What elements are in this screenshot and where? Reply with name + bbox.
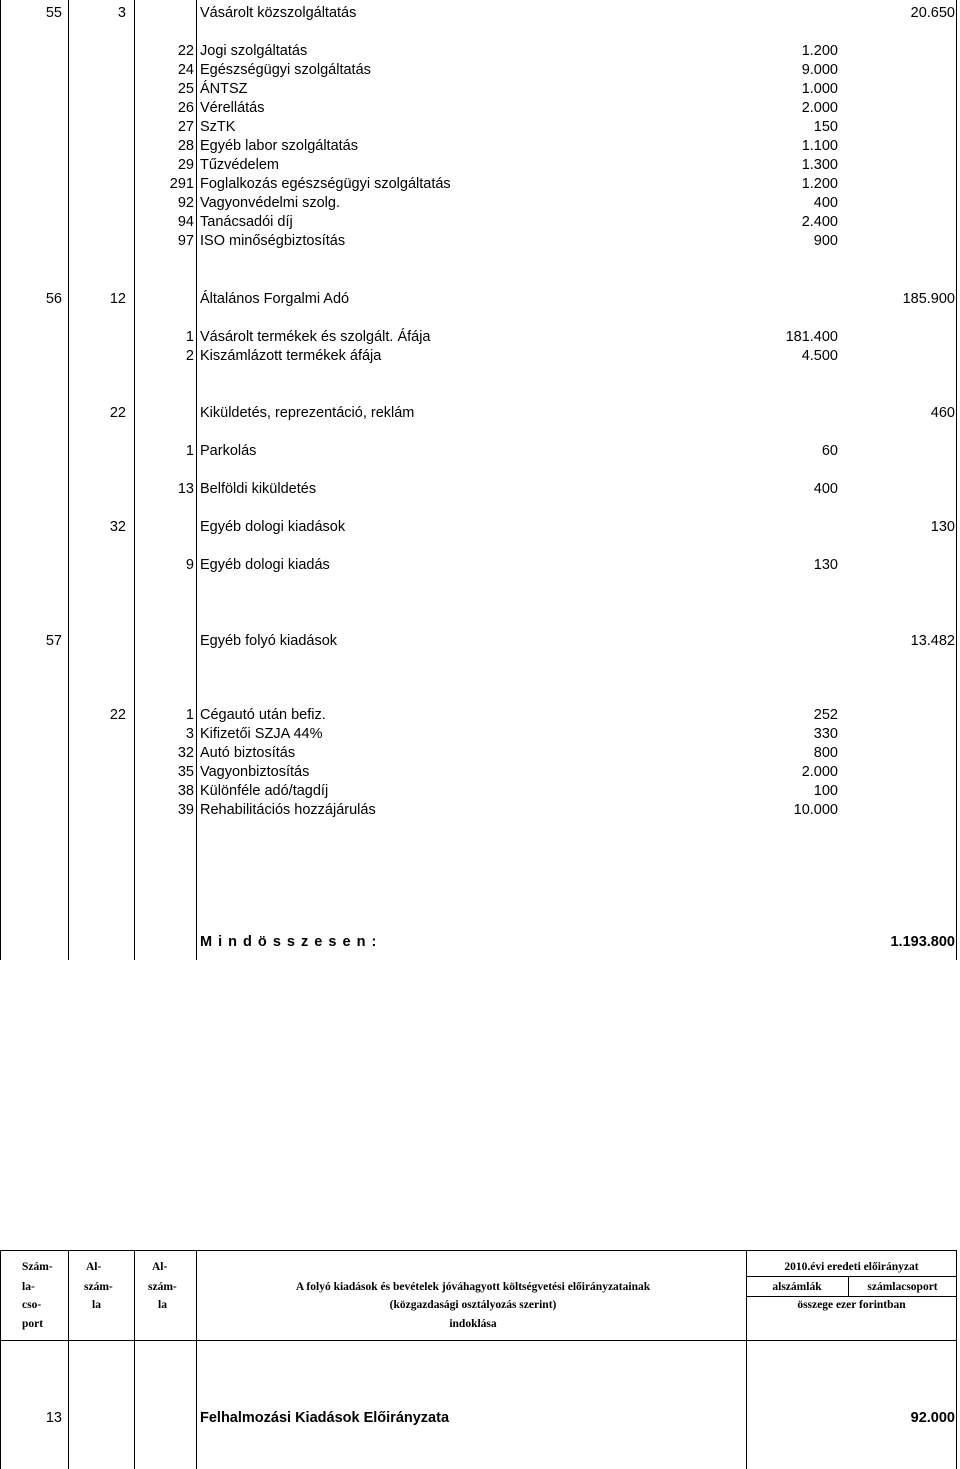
row-text: Egyéb dologi kiadás	[200, 557, 330, 573]
alalszamla-value: 25	[177, 81, 194, 97]
row-text: ISO minőségbiztosítás	[200, 233, 346, 249]
szamlacsoport-value: 57	[45, 633, 62, 649]
hdr-border-left	[0, 1250, 1, 1469]
hdr-col3-line1: Al-	[152, 1261, 168, 1273]
alalszamla-value: 291	[169, 176, 194, 192]
alalszamla-value: 1	[185, 443, 194, 459]
csoport-value: 130	[930, 519, 955, 535]
alszamlak-value: 1.200	[801, 176, 838, 192]
alszamla-value: 22	[109, 405, 126, 421]
hdr-budget-sub-line	[746, 1296, 957, 1297]
bottom-szamlacsoport: 13	[45, 1410, 62, 1426]
alszamla-value: 22	[109, 707, 126, 723]
row-text: Kifizetői SZJA 44%	[200, 726, 323, 742]
top-col-divider-3	[196, 0, 197, 960]
alalszamla-value: 29	[177, 157, 194, 173]
row-text: Belföldi kiküldetés	[200, 481, 317, 497]
alalszamla-value: 26	[177, 100, 194, 116]
row-text: Tanácsadói díj	[200, 214, 293, 230]
bottom-row-value: 92.000	[910, 1410, 955, 1426]
alszamlak-value: 2.400	[801, 214, 838, 230]
row-text: Autó biztosítás	[200, 745, 296, 761]
row-text: Egyéb labor szolgáltatás	[200, 138, 358, 154]
grand-total-value: 1.193.800	[890, 934, 955, 950]
alszamlak-value: 1.000	[801, 81, 838, 97]
hdr-col-divider-3	[196, 1250, 197, 1469]
header-bottom-border	[0, 1340, 957, 1341]
hdr-budget-alszamlak: alszámlák	[772, 1281, 822, 1293]
alalszamla-value: 92	[177, 195, 194, 211]
hdr-col2-line2: szám-	[84, 1281, 113, 1293]
alszamla-value: 12	[109, 291, 126, 307]
alalszamla-value: 13	[177, 481, 194, 497]
row-text: Cégautó után befiz.	[200, 707, 326, 723]
alalszamla-value: 38	[177, 783, 194, 799]
row-text: Egyéb folyó kiadások	[200, 633, 338, 649]
row-text: Rehabilitációs hozzájárulás	[200, 802, 376, 818]
hdr-col1-line3: cso-	[22, 1299, 42, 1311]
hdr-budget-title-line	[746, 1276, 957, 1277]
szamlacsoport-value: 56	[45, 291, 62, 307]
header-top-border	[0, 1250, 957, 1251]
alszamlak-value: 10.000	[793, 802, 838, 818]
row-text: Különféle adó/tagdíj	[200, 783, 329, 799]
alszamlak-value: 130	[813, 557, 838, 573]
csoport-value: 13.482	[910, 633, 955, 649]
row-text: Tűzvédelem	[200, 157, 279, 173]
hdr-budget-units: összege ezer forintban	[797, 1299, 906, 1311]
row-text: Foglalkozás egészségügyi szolgáltatás	[200, 176, 451, 192]
row-text: Egészségügyi szolgáltatás	[200, 62, 371, 78]
alalszamla-value: 97	[177, 233, 194, 249]
row-text: SzTK	[200, 119, 236, 135]
row-text: Vagyonvédelmi szolg.	[200, 195, 340, 211]
alszamlak-value: 150	[813, 119, 838, 135]
alalszamla-value: 3	[185, 726, 194, 742]
alalszamla-value: 32	[177, 745, 194, 761]
grand-total-label: M i n d ö s s z e s e n :	[200, 934, 378, 950]
hdr-col3-line2: szám-	[148, 1281, 177, 1293]
hdr-desc-line3: indoklása	[449, 1318, 497, 1330]
row-text: Vásárolt közszolgáltatás	[200, 5, 357, 21]
top-border-right	[956, 0, 957, 960]
hdr-col1-line2: la-	[22, 1281, 35, 1293]
alszamla-value: 32	[109, 519, 126, 535]
row-text: Kiszámlázott termékek áfája	[200, 348, 382, 364]
top-border-left	[0, 0, 1, 960]
alalszamla-value: 1	[185, 329, 194, 345]
alalszamla-value: 35	[177, 764, 194, 780]
alszamlak-value: 4.500	[801, 348, 838, 364]
hdr-col-divider-1	[68, 1250, 69, 1469]
alalszamla-value: 39	[177, 802, 194, 818]
row-text: ÁNTSZ	[200, 81, 248, 97]
csoport-value: 460	[930, 405, 955, 421]
hdr-budget-title: 2010.évi eredeti előirányzat	[784, 1261, 919, 1273]
row-text: Kiküldetés, reprezentáció, reklám	[200, 405, 415, 421]
bottom-row-text: Felhalmozási Kiadások Előirányzata	[200, 1410, 450, 1426]
alszamlak-value: 181.400	[785, 329, 838, 345]
hdr-col3-line3: la	[158, 1299, 167, 1311]
alalszamla-value: 27	[177, 119, 194, 135]
hdr-col2-line1: Al-	[86, 1261, 102, 1273]
hdr-desc-line2: (közgazdasági osztályozás szerint)	[389, 1299, 557, 1311]
alszamlak-value: 400	[813, 481, 838, 497]
alalszamla-value: 94	[177, 214, 194, 230]
row-text: Vérellátás	[200, 100, 265, 116]
alszamlak-value: 800	[813, 745, 838, 761]
alszamlak-value: 2.000	[801, 100, 838, 116]
row-text: Általános Forgalmi Adó	[200, 291, 350, 307]
alszamlak-value: 252	[813, 707, 838, 723]
alszamlak-value: 2.000	[801, 764, 838, 780]
alszamlak-value: 330	[813, 726, 838, 742]
alszamlak-value: 1.200	[801, 43, 838, 59]
hdr-budget-szamlacsoport: számlacsoport	[867, 1281, 938, 1293]
top-col-divider-1	[68, 0, 69, 960]
hdr-col1-line4: port	[22, 1318, 44, 1330]
alalszamla-value: 9	[185, 557, 194, 573]
row-text: Jogi szolgáltatás	[200, 43, 308, 59]
alszamlak-value: 900	[813, 233, 838, 249]
alszamlak-value: 1.100	[801, 138, 838, 154]
row-text: Vásárolt termékek és szolgált. Áfája	[200, 329, 431, 345]
alalszamla-value: 22	[177, 43, 194, 59]
alszamlak-value: 9.000	[801, 62, 838, 78]
hdr-col-divider-2	[134, 1250, 135, 1469]
alalszamla-value: 24	[177, 62, 194, 78]
row-text: Parkolás	[200, 443, 257, 459]
hdr-col1-line1: Szám-	[22, 1261, 53, 1273]
alalszamla-value: 28	[177, 138, 194, 154]
szamlacsoport: 55	[45, 5, 62, 21]
alszamlak-value: 60	[821, 443, 838, 459]
row-text: Vagyonbiztosítás	[200, 764, 310, 780]
alszamlak-value: 1.300	[801, 157, 838, 173]
hdr-desc-line1: A folyó kiadások és bevételek jóváhagyott költségvetési előirányzatainak	[295, 1281, 651, 1293]
csoport-value: 20.650	[910, 5, 955, 21]
alszamla: 3	[117, 5, 126, 21]
alszamlak-value: 100	[813, 783, 838, 799]
row-text: Egyéb dologi kiadások	[200, 519, 346, 535]
alalszamla-value: 2	[185, 348, 194, 364]
hdr-col2-line3: la	[92, 1299, 101, 1311]
alszamlak-value: 400	[813, 195, 838, 211]
csoport-value: 185.900	[902, 291, 955, 307]
alalszamla-value: 1	[185, 707, 194, 723]
